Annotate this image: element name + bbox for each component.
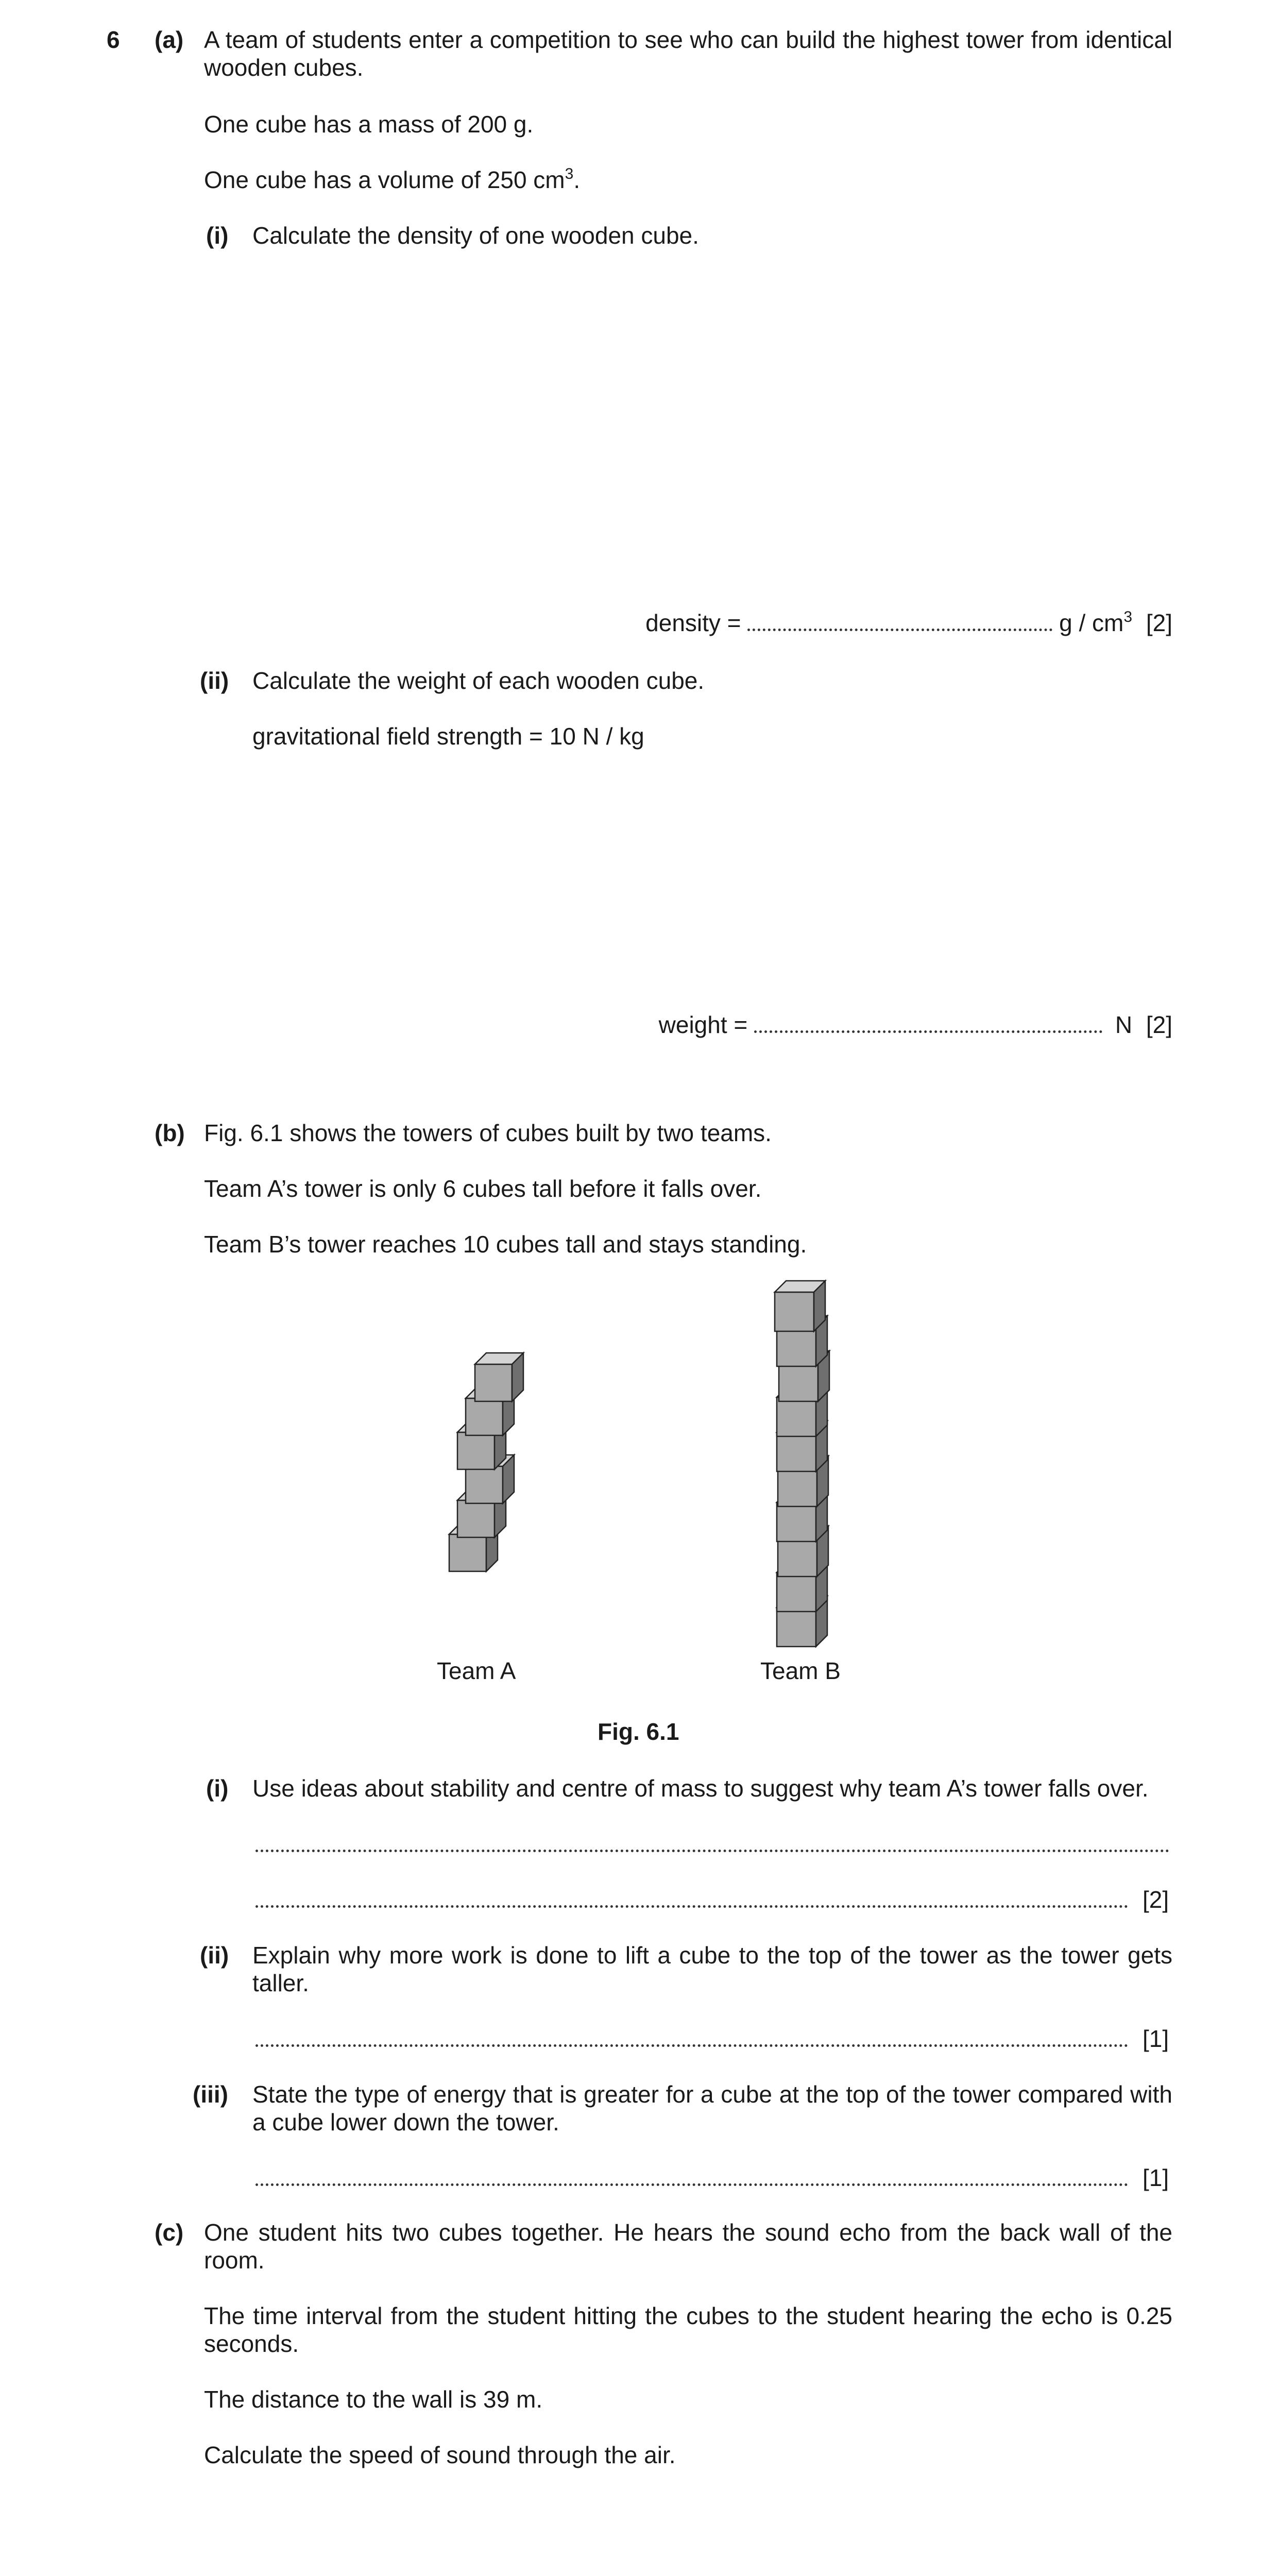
team-a-cube [475,1353,523,1401]
team-b-description: Team B’s tower reaches 10 cubes tall and stays standing. [204,1231,807,1258]
part-c-instruction: Calculate the speed of sound through the air. [204,2442,676,2468]
density-answer-line[interactable]: density = g / $cm^3$ [2] [645,608,1172,636]
part-a-i-text: Calculate the density of one wooden cube. [252,222,699,249]
part-b-i-answer-line-2[interactable]: [2] [255,1886,1169,1913]
part-a-mass: One cube has a mass of 200 g. [204,111,534,138]
question-number: 6 [107,26,120,53]
part-b-intro: Fig. 6.1 shows the towers of cubes built by two teams. [204,1120,772,1146]
part-a-ii-label: (ii) [200,667,229,694]
part-b-iii-text: State the type of energy that is greater for a cube at the top of the tower compared with a cube lower down the tower. [252,2081,1172,2136]
part-b-ii-answer-line[interactable]: [1] [255,2025,1169,2053]
team-b-cube [775,1281,825,1331]
part-b-iii-label: (iii) [193,2081,228,2108]
team-a-tower [449,1353,523,1571]
part-b-iii-answer-line[interactable]: [1] [255,2164,1169,2192]
part-a-i-label: (i) [206,222,229,249]
part-b-i-label: (i) [206,1775,229,1802]
team-b-label: Team B [760,1657,841,1684]
gravitational-field-strength: gravitational field strength = 10 N / kg [252,723,644,750]
figure-caption: Fig. 6.1 [598,1718,679,1745]
part-a-ii-text: Calculate the weight of each wooden cube. [252,667,705,694]
part-c-echo: One student hits two cubes together. He hears the sound echo from the back wall of the room. [204,2219,1172,2274]
part-b-i-answer-line-1[interactable] [255,1830,1169,1858]
part-c-time-interval: The time interval from the student hitting the cubes to the student hearing the echo is 0.25 seconds. [204,2302,1172,2357]
team-a-label: Team A [437,1657,516,1684]
part-b-label: (b) [155,1120,185,1146]
part-a-intro: A team of students enter a competition to see who can build the highest tower from identical wooden cubes. [204,26,1172,81]
part-c-label: (c) [155,2219,184,2246]
weight-answer-line[interactable]: weight = N [2] [658,1011,1172,1038]
part-a-volume: One cube has a volume of 250 $cm^3$. [204,165,581,193]
part-b-i-text: Use ideas about stability and centre of mass to suggest why team A’s tower falls over. [252,1775,1149,1802]
part-a-label: (a) [155,26,184,53]
team-b-tower [775,1281,829,1647]
part-c-distance: The distance to the wall is 39 m. [204,2386,543,2413]
part-b-ii-label: (ii) [200,1942,229,1969]
part-b-ii-text: Explain why more work is done to lift a cube to the top of the tower as the tower gets taller. [252,1942,1172,1996]
team-a-description: Team A’s tower is only 6 cubes tall before it falls over. [204,1175,762,1202]
